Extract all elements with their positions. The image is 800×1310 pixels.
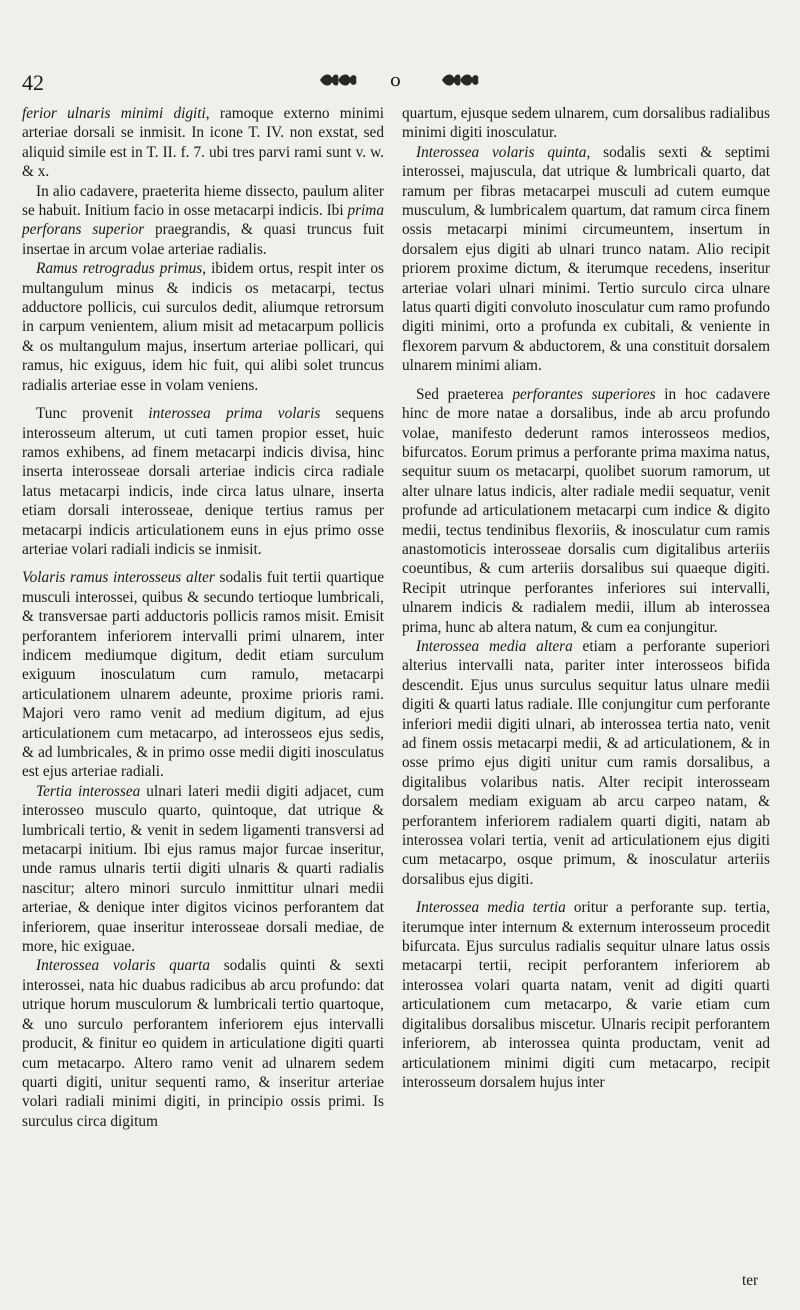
paragraph [402, 898, 770, 1092]
text-run: , ibidem ortus, respit inter os multangulum minus & indicis os metacarpi, tectus adductore pollicis, cui surculos dedit, aliumque retrorsum in carpum venientem, alium misit ad metacarpum pollicis & os multangulum majus, insertum arteriae pollicari, qui ramus, hic exiguus, idem hic fuit, qui alibi solet truncus radialis arteriae esse in volam veniens. [22, 260, 385, 394]
text-run: sequens interosseum alterum, ut cuti tamen propior esset, huic ramos exhibens, ad finem metacarpi indicis divisa, hinc inserta interosseae dorsali arteriae indicis circa radiale latus metacarpi indicis, inde circa latus ulnare, inserta etiam dorsali interosseae, denique tertius ramus per metacarpi indicis articulationem euns in ejus primo osse arteriae volari radiali indicis se inmisit. [22, 405, 384, 558]
text-run: in hoc cadavere hinc de more natae a dorsalibus, inde ab arcu profundo volae, manifesto dederunt ramos interosseos medios, bifurcatos. Eorum primus a perforante prima maxima natus, sequitur suum os metacarpi, quolibet suorum ramorum, ut alter ulnare latus indicis, alter radiale medii sequatur, venit profunde ad articulationem metacarpi cum indice & digito medii, tectus tendinibus flexoriis, & inosculatur cum ramis anastomoticis interosseae dorsalis cum digitalibus arteriis coeuntibus, & cum arteriis dorsalibus sui quaeque digiti. Recipit utrinque perforantes inferiores sui intervalli, ulnarem indicis & radialem medii, illum ab interossea prima, hunc ab altera natum, & cum ea conjungitur. [402, 385, 770, 636]
text-run: ulnari lateri medii digiti adjacet, cum interosseo musculo quarto, quintoque, dat utrique & lumbricali tertio, & venit in sedem ligamenti transversi ad metacarpi initium. Ibi ejus ramus major furcae inseritur, unde ramus ulnaris tertii digiti ulnaris & quarti radialis nascitur; altero minori surculo inmittitur ulnari medii arteriae, & denique inter digitos vicinos perforantem dat inferiorem, quae inseritur interosseae dorsali mediae, de more, hic exiguae. [22, 782, 384, 956]
italic-heading: prima perforans superior [22, 202, 384, 239]
paragraph [22, 568, 384, 781]
italic-heading: Interossea volaris quinta [416, 143, 587, 161]
paragraph [22, 104, 384, 182]
text-run: , ramoque externo minimi arteriae dorsali se inmisit. In icone T. IV. non exstat, sed aliquid simile est in T. II. f. 7. ubi tres parvi rami sunt v. w. & x. [22, 105, 384, 181]
text-run: quartum, ejusque sedem ulnarem, cum dorsalibus radialibus minimi digiti inosculatur. [402, 105, 770, 142]
paragraph [22, 259, 384, 395]
page-header [0, 62, 800, 102]
paragraph [22, 182, 384, 260]
paragraph [402, 104, 770, 143]
italic-heading: Interossea volaris quarta [36, 957, 210, 975]
text-run: Tunc provenit [36, 405, 149, 423]
text-run: etiam a perforante superiori alterius intervalli nata, pariter inter interosseos bifida descendit. Ejus unus surculus sequitur latus ulnare medii digiti & quarti latus radiale. Ille conjungitur cum perforante inferiori medii digiti ulnari, ab interossea tertia nato, venit ad finem ossis metacarpi medii, & ad articulationem, & in osse primo ejus digiti unitur cum ramis dorsalibus, a digitalibus volaribus natis. Alter recipit interosseam dorsalem mediam exiguam ab arcu carpeo natam, & perforantem inferiorem radialem quarti digiti, natam ab interossea volari tertia, venit ad articulationem ejus digiti cum metacarpo, osque primum, & inosculatur arteriis dorsalibus ejus digiti. [402, 637, 770, 888]
text-run: In alio cadavere, praeterita hieme dissecto, paulum aliter se habuit. Initium facio in osse metacarpi indicis. Ibi [22, 182, 384, 220]
paragraph [402, 385, 770, 637]
paragraph [22, 782, 384, 957]
page-number: 42 [22, 70, 44, 95]
italic-heading: ferior ulnaris minimi digiti [22, 105, 206, 122]
italic-heading: Volaris ramus interosseus alter [22, 569, 215, 587]
italic-heading: interossea prima volaris [148, 405, 321, 423]
left-text-column [22, 104, 384, 1131]
text-run: , sodalis sexti & septimi interossei, majuscula, dat utrique & lumbricali quarto, dat ramum per fibras metacarpei musculi ad cutem eumque musculum, & lumbricalem quartum, dat ramum circa finem ossis metacarpi minimi circumeuntem, insertum in dorsalem ejus digiti ab ulnari trunco natam. Alio recipit priorem proxime dictum, & iterumque recedens, inseritur arteriae volari ulnari minimi. Tertio surculo circa ulnare latus quarti digiti convoluto inosculatur cum ramo profundo digiti minimi, orto a profunda ex cubitali, & veniente in flexorem parvum & abductorem, & una constituit dorsalem ulnarem minimi aliam. [402, 143, 770, 375]
paragraph [402, 637, 770, 889]
right-text-column [402, 104, 770, 1092]
ornament-left-icon [318, 72, 358, 92]
italic-heading: Interossea media altera [416, 637, 573, 655]
text-run: oritur a perforante sup. tertia, iterumque inter internum & externum interosseum procedit bifurcata. Ejus surculus radialis sequitur ulnare latus ossis metacarpi tertii, recipit perforantem inferiorem ab interossea volari quarta natam, venit ad digiti quarti articulationem cum metacarpo, & varie etiam cum digitalibus dorsalibus miscetur. Ulnaris recipit perforantem inferiorem, ab interossea quinta productam, venit ad articulationem minimi digiti cum metacarpo, recipit interosseum dorsalem hujus inter [402, 899, 770, 1091]
ornament-right-icon [440, 72, 480, 92]
text-run: sodalis quinti & sexti interossei, nata hic duabus radicibus ab arcu profundo: dat utrique horum musculorum & lumbricali tertio quartoque, & uno surculo perforantem inferiorem ejus intervalli producit, & finitur eo quidem in articulatione digiti quarti cum metacarpo. Altero ramo venit ad ulnarem sedem quarti digiti, unitur sequenti ramo, & inseritur arteriae volari radiali minimi digiti, in principio ossis primi. Is surculus circa digitum [22, 957, 384, 1130]
paragraph [22, 404, 384, 559]
italic-heading: Ramus retrogradus primus [36, 260, 203, 278]
italic-heading: Interossea media tertia [416, 899, 566, 917]
paragraph [22, 956, 384, 1131]
italic-heading: Tertia interossea [36, 782, 141, 800]
paragraph [402, 143, 770, 376]
italic-heading: perforantes superiores [512, 385, 656, 403]
text-run: praegrandis, & quasi truncus fuit insertae in arcum volae arteriae radialis. [22, 221, 384, 258]
text-run: Sed praeterea [416, 385, 513, 403]
text-run: sodalis fuit tertii quartique musculi interossei, quibus & secundo tertioque lumbricali, & transversae parti adductoris pollicis ramos misit. Emisit perforantem inferiorem intervalli primi ulnarem, inter indicem mediumque digitum, dedit etiam surculum exiguum inosculatum cum ramulo, metacarpi articulationem ulnarem adeunte, proxime prioris rami. Majori vero ramo venit ad medium digitum, ad ejus articulationem cum metacarpo, ad interosseos ejus sedis, & ad lumbricales, & in primo osse medii digiti inosculatus est ejus arteriae radiali. [22, 569, 384, 781]
ornament-dot-icon: o [390, 70, 401, 91]
catchword: ter [742, 1272, 759, 1289]
